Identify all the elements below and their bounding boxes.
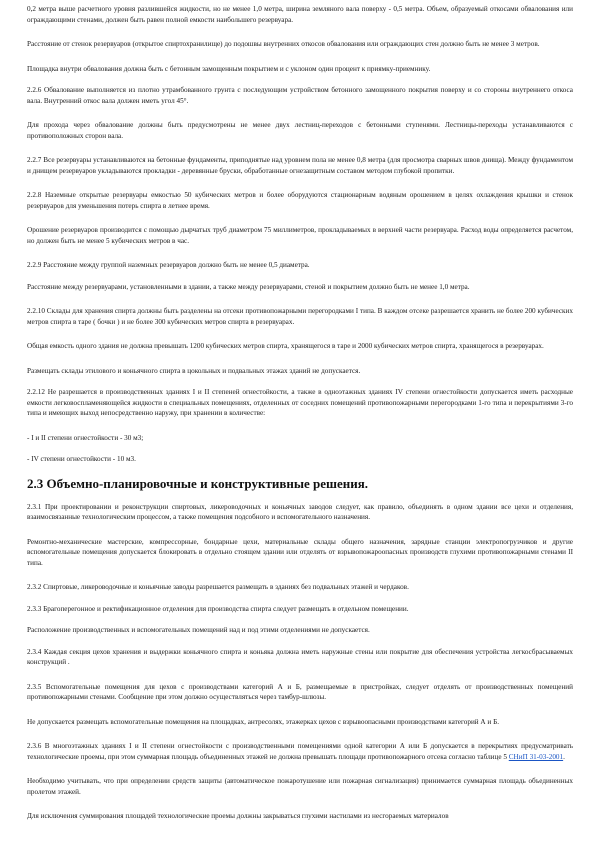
section-heading: 2.3 Объемно-планировочные и конструктивные решения. [27, 475, 369, 491]
paragraph: Не допускается размещать вспомогательные помещения на площадках, антресолях, этажерках цехов с взрывоопасными производствами категорий А и Б. [27, 717, 499, 726]
paragraph: Площадка внутри обвалования должна быть с бетонным замощенным покрытием и с уклоном один процент к приямку-приемнику. [27, 64, 431, 73]
paragraph: 2.2.9 Расстояние между группой наземных резервуаров должно быть не менее 0,5 диаметра. [27, 261, 310, 269]
paragraph: Расположение производственных и вспомогательных помещений над и под этими отделениями не допускается. [27, 626, 370, 634]
paragraph: Общая емкость одного здания не должна превышать 1200 кубических метров спирта, хранящегося в таре и 2000 кубических метров спирта, хранящегося в резервуарах. [27, 342, 544, 350]
snip-link[interactable]: СНиП 31-03-2001 [508, 752, 564, 761]
paragraph: Для исключения суммирования площадей технологические проемы должны закрываться глухими настилами из несгораемых материалов [27, 812, 449, 820]
paragraph: 2.2.8 Наземные открытые резервуары емкостью 50 кубических метров и более оборудуются стационарным водяным орошением в целях охлаждения крышки и стенок резервуаров для уменьшения потерь спирта в летнее время. [27, 191, 573, 210]
paragraph: Для прохода через обвалование должны быть предусмотрены не менее двух лестниц-переходов с бетонными ступенями. Лестницы-переходы устанавливаются с противоположных сторон вала. [27, 121, 573, 140]
paragraph: 2.3.4 Каждая секция цехов хранения и выдержки коньячного спирта и коньяка должна иметь наружные стены или покрытие для обеспечения устройства легкосбрасываемых конструкций . [27, 647, 573, 666]
paragraph: 2.2.12 Не разрешается в производственных зданиях I и II степеней огнестойкости, а также в одноэтажных зданиях IV степени огнестойкости допускается иметь расходные емкости легковоспламеняющейся жидкости в специальных помещениях, отделенных от соседних помещений противопожарными перегородками 1-го типа и перекрытиями 3-го типа и имеющих выход непосредственно наружу, при хранении в количестве: [27, 388, 573, 417]
paragraph: 2.2.7 Все резервуары устанавливаются на бетонные фундаменты, приподнятые над уровнем пола не менее 0,8 метра (для просмотра сварных швов днища). Между фундаментом и днищем резервуаров укладываются прокладки - деревянные бруски, обработанные огнезащитным составом методом глубокой пропитки. [27, 156, 573, 175]
paragraph: Расстояние между резервуарами, установленными в здании, а также между резервуарами, стеной и покрытием должно быть не менее 1,0 метра. [27, 282, 470, 291]
paragraph-with-link [27, 741, 573, 762]
paragraph: Орошение резервуаров производится с помощью дырчатых труб диаметром 75 миллиметров, прокладываемых в верхней части резервуара. Расход воды определяется расчетом, но должен быть не менее 5 кубических метров в час. [27, 226, 573, 245]
paragraph: Необходимо учитывать, что при определении средств защиты (автоматическое пожаротушение или пожарная сигнализация) принимается суммарная площадь объединенных пролетом этажей. [27, 777, 573, 796]
paragraph: Расстояние от стенок резервуаров (открытое спиртохранилище) до подошвы внутренних откосов обвалования или ограждающих стен должно быть не менее 3 метров. [27, 40, 540, 48]
paragraph: Ремонтно-механические мастерские, компрессорные, бондарные цехи, материальные склады общего назначения, зарядные станции электропогрузчиков и другие вспомогательные помещения допускается блокировать в отдельно стоящем здании или отделять от взрывопожароопасных производств глухими противопожарными стенами II типа. [27, 537, 573, 567]
list-item: - IV степени огнестойкости - 10 м3. [27, 455, 136, 463]
paragraph: 2.3.5 Вспомогательные помещения для цехов с производствами категорий А и Б, размещаемые в пристройках, следует отделять от производственных помещений противопожарными стенами. Сообщение при этом должно осуществляться через тамбур-шлюзы. [27, 682, 573, 701]
list-item: - I и II степени огнестойкости - 30 м3; [27, 433, 144, 442]
paragraph: 2.3.3 Брагоперегонное и ректификационное отделения для производства спирта следует размещать в отдельном помещении. [27, 604, 409, 613]
paragraph-text: 2.3.6 В многоэтажных зданиях I и II степени огнестойкости с производственными помещениями одной категории А или Б допускается в перекрытиях предусматривать технологические проемы, при этом суммарная площадь объединенных этажей не должна превышать площади противопожарного отсека согласно таблице 5 [27, 742, 573, 761]
paragraph: 0,2 метра выше расчетного уровня разлившейся жидкости, но не менее 1,0 метра, ширина земляного вала поверху - 0,5 метра. Объем, образуемый откосами обвалования или ограждающими стенами, должен быть равен полной емкости наибольшего резервуара. [27, 5, 573, 24]
paragraph-text-end: . [563, 752, 565, 761]
paragraph: 2.2.10 Склады для хранения спирта должны быть разделены на отсеки противопожарными перегородками I типа. В каждом отсеке разрешается хранить не более 200 кубических метров спирта в таре ( бочки ) и не более 300 кубических метров спирта в резервуарах. [27, 307, 573, 326]
paragraph: 2.2.6 Обвалование выполняется из плотно утрамбованного грунта с последующим устройством бетонного замощенного покрытия поверху и со стороны внутреннего откоса вала. Внутренний откос вала должен иметь угол 45°. [27, 86, 573, 105]
paragraph: Размещать склады этилового и коньячного спирта в цокольных и подвальных этажах зданий не допускается. [27, 366, 361, 375]
paragraph: 2.3.1 При проектировании и реконструкции спиртовых, ликероводочных и коньячных заводов следует, как правило, объединять в одном здании все цехи и отделения, взаимосвязанные технологическим процессом, а также помещения подсобного и вспомогательного назначения. [27, 502, 573, 521]
paragraph: 2.3.2 Спиртовые, ликероводочные и коньячные заводы разрешается размещать в зданиях без подвальных этажей и чердаков. [27, 583, 409, 591]
